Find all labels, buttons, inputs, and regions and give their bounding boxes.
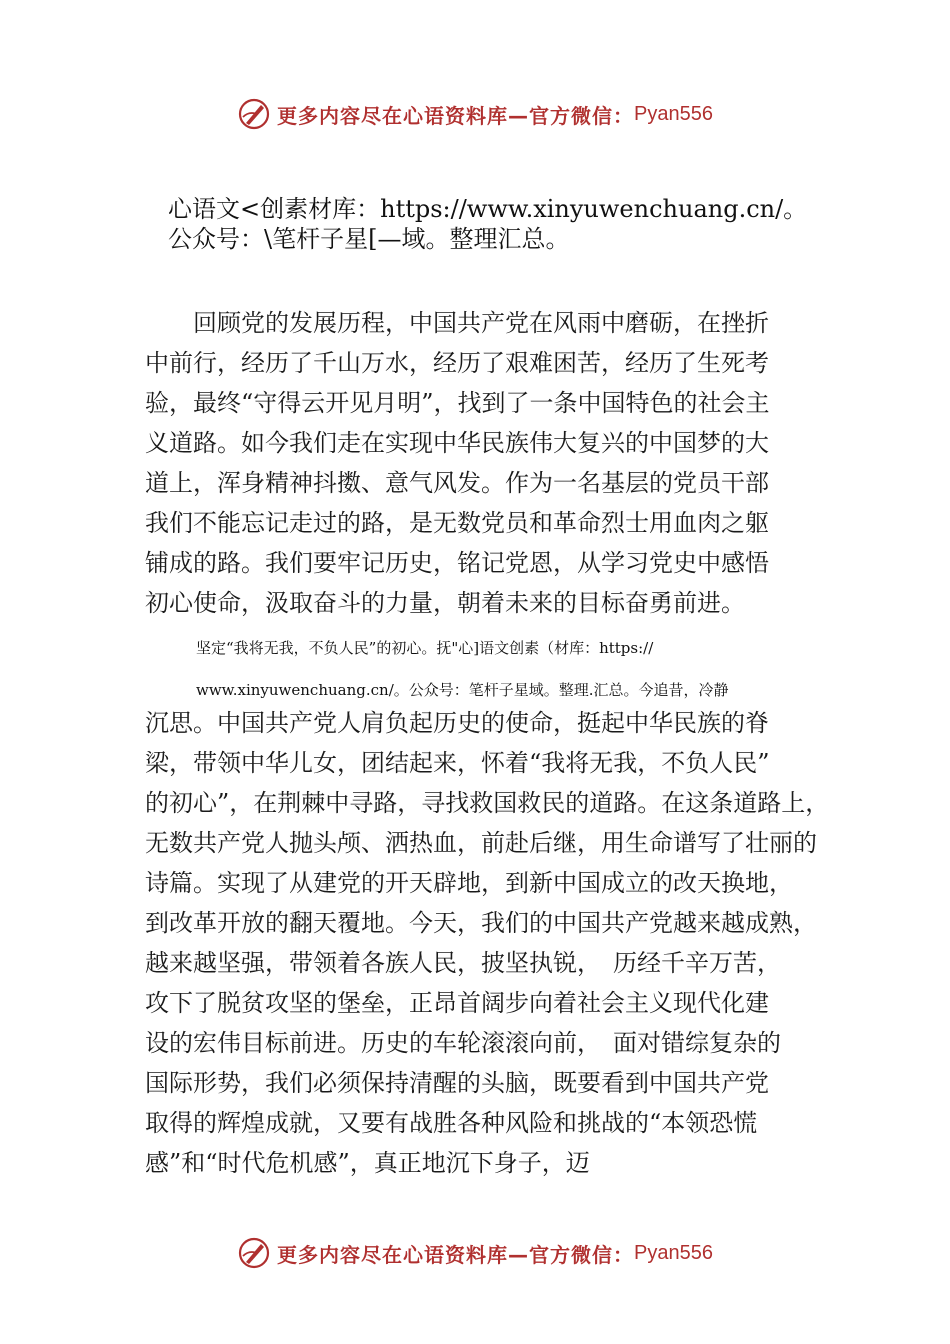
paragraph-line: 中前行，经历了千山万水，经历了艰难困苦，经历了生死考 — [145, 349, 769, 377]
header-banner — [0, 94, 950, 134]
paragraph-line: 初心使命，汲取奋斗的力量，朝着未来的目标奋勇前进。 — [145, 589, 745, 617]
paragraph-line: 验，最终“守得云开见月明”，找到了一条中国特色的社会主 — [145, 389, 770, 417]
paragraph-line: 的初心”，在荆棘中寻路，寻找救国救民的道路。在这条道路上， — [145, 789, 830, 817]
quill-pen-logo-icon — [237, 1236, 271, 1270]
paragraph-line: 取得的辉煌成就，又要有战胜各种风险和挑战的“本领恐慌 — [145, 1109, 758, 1137]
banner-text: 更多内容尽在心语资料库—官方微信： — [277, 103, 635, 128]
banner-text: 更多内容尽在心语资料库—官方微信： — [277, 1242, 635, 1267]
paragraph-line: 道上，浑身精神抖擞、意气风发。作为一名基层的党员干部 — [145, 469, 769, 497]
paragraph-line: 设的宏伟目标前进。历史的车轮滚滚向前， 面对错综复杂的 — [145, 1029, 781, 1057]
small-note-line-1: 坚定“我将无我，不负人民”的初心。抚"心]语文创素（材库：https:// — [196, 639, 654, 657]
banner-wechat-id: Pyan556 — [634, 1241, 713, 1264]
paragraph-line: 义道路。如今我们走在实现中华民族伟大复兴的中国梦的大 — [145, 429, 769, 457]
source-note: 心语文<创素材库：https://www.xinyuwenchuang.cn/。公众号：\笔杆子星[—域。整理汇总。 — [168, 195, 808, 253]
paragraph-line: 越来越坚强，带领着各族人民，披坚执锐， 历经千辛万苦， — [145, 949, 781, 977]
quill-pen-logo-icon — [237, 97, 271, 131]
paragraph-1 — [145, 303, 835, 623]
paragraph-line: 到改革开放的翻天覆地。今天，我们的中国共产党越来越成熟， — [145, 909, 817, 937]
paragraph-line: 攻下了脱贫攻坚的堡垒，正昂首阔步向着社会主义现代化建 — [145, 989, 769, 1017]
paragraph-line: 国际形势，我们必须保持清醒的头脑，既要看到中国共产党 — [145, 1069, 769, 1097]
paragraph-line: 回顾党的发展历程，中国共产党在风雨中磨砺，在挫折 — [145, 309, 769, 337]
paragraph-line: 感”和“时代危机感”，真正地沉下身子，迈 — [145, 1149, 590, 1177]
paragraph-line: 沉思。中国共产党人肩负起历史的使命，挺起中华民族的脊 — [145, 709, 769, 737]
paragraph-2 — [145, 703, 835, 1183]
paragraph-line: 梁，带领中华儿女，团结起来，怀着“我将无我，不负人民” — [145, 749, 770, 777]
paragraph-line: 铺成的路。我们要牢记历史，铭记党恩，从学习党史中感悟 — [145, 549, 769, 577]
footer-banner — [0, 1233, 950, 1273]
banner-wechat-id: Pyan556 — [634, 102, 713, 125]
small-note-line-2: www.xinyuwenchuang.cn/。公众号：笔杆子星域。整理.汇总。今追昔，冷静 — [196, 681, 729, 699]
paragraph-line: 无数共产党人抛头颅、洒热血，前赴后继，用生命谱写了壮丽的 — [145, 829, 817, 857]
paragraph-line: 诗篇。实现了从建党的开天辟地，到新中国成立的改天换地， — [145, 869, 793, 897]
paragraph-line: 我们不能忘记走过的路，是无数党员和革命烈士用血肉之躯 — [145, 509, 769, 537]
